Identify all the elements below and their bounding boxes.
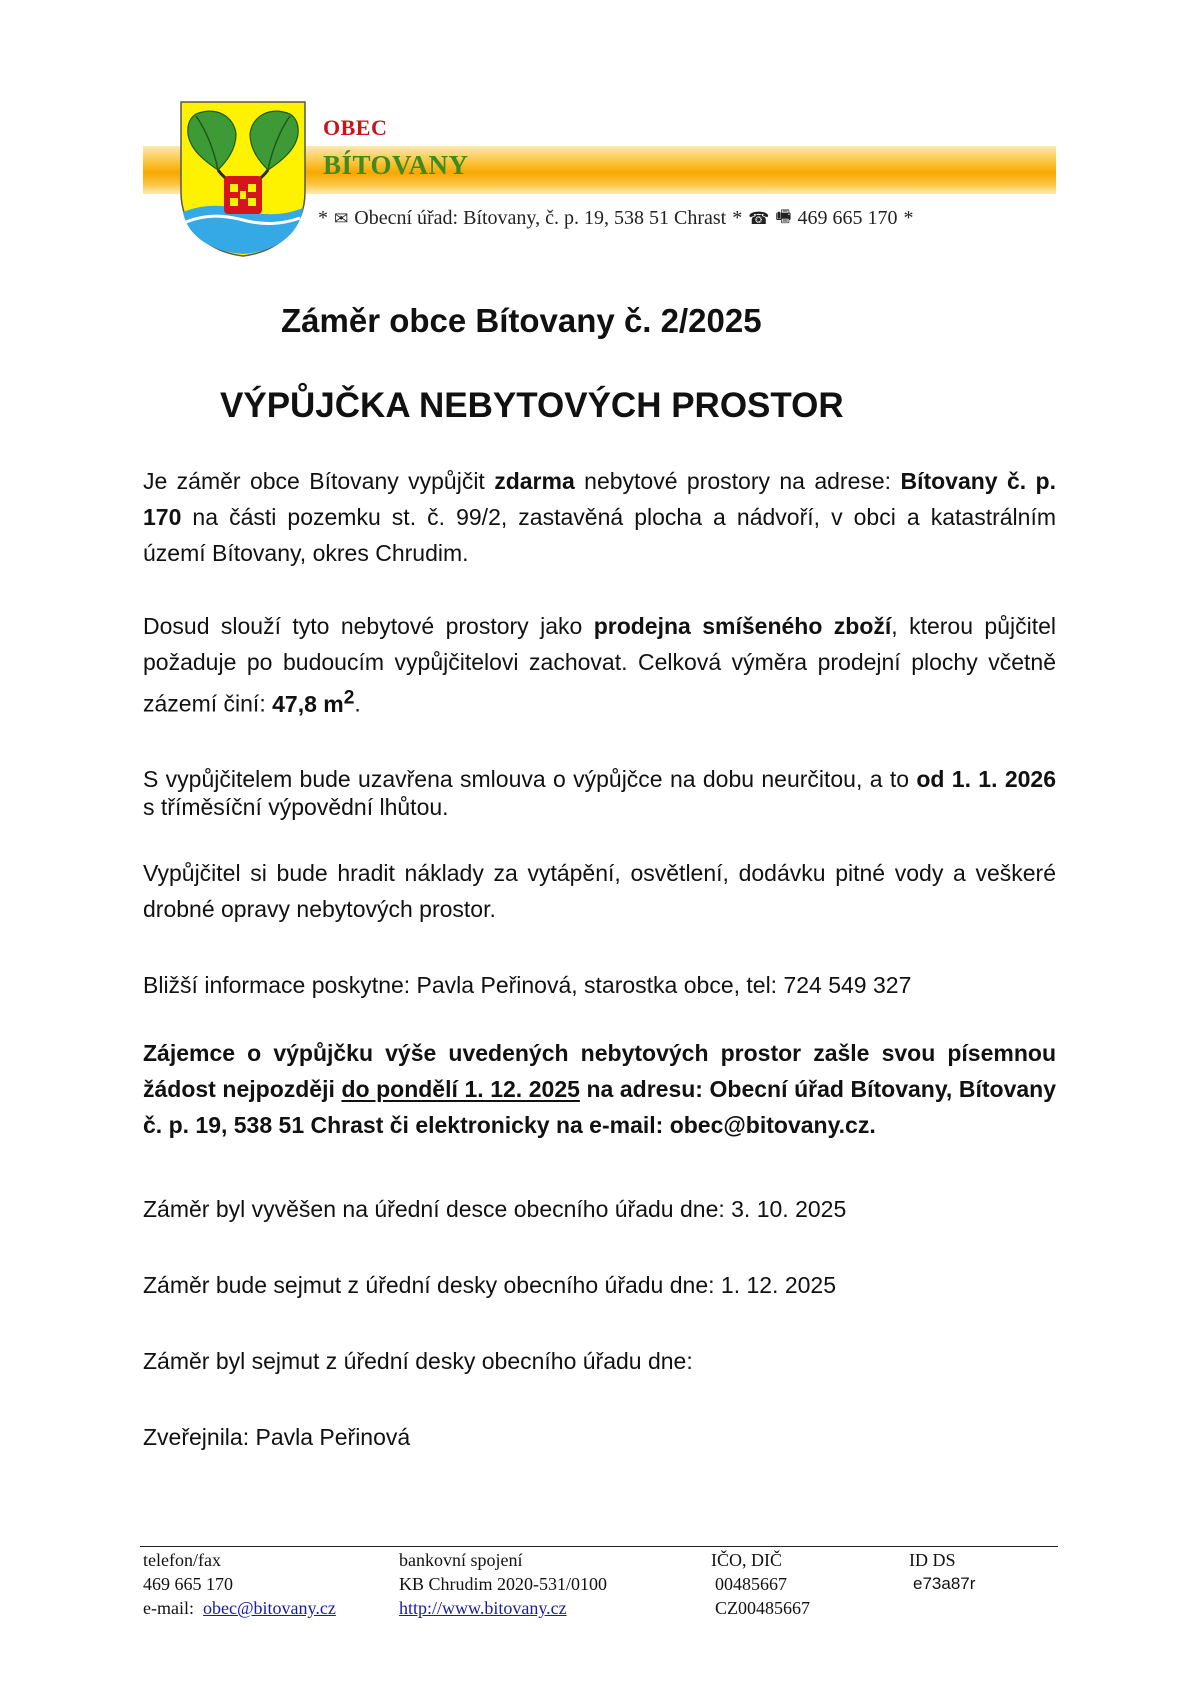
star-separator: * (732, 207, 743, 229)
office-address: Obecní úřad: Bítovany, č. p. 19, 538 51 Chrast (354, 207, 727, 229)
letterhead-address (318, 204, 913, 233)
databox-id: e73a87r (913, 1574, 976, 1593)
website-link[interactable]: http://www.bitovany.cz (399, 1598, 567, 1618)
paragraph-application: Zájemce o výpůjčku výše uvedených nebytových prostor zašle svou písemnou žádost nejpozději do pondělí 1. 12. 2025 na adresu: Obecní úřad Bítovany, Bítovany č. p. 19, 538 51 Chrast či elektronicky na e-mail: obec@bitovany.cz. (143, 1040, 1056, 1138)
bank-account: KB Chrudim 2020-531/0100 (399, 1574, 608, 1594)
removed-date-line: Záměr byl sejmut z úřední desky obecního úřadu dne: (143, 1348, 693, 1374)
email-label: e-mail: (143, 1598, 194, 1618)
paragraph-intent: Je záměr obce Bítovany vypůjčit zdarma nebytové prostory na adrese: Bítovany č. p. 170 na části pozemku st. č. 99/2, zastavěná plocha a nádvoří, v obci a katastrálním území Bítovany, okres Chrudim. (143, 468, 1056, 566)
paragraph-contract: S vypůjčitelem bude uzavřena smlouva o výpůjčce na dobu neurčitou, a to od 1. 1. 2026 s tříměsíční výpovědní lhůtou. (143, 766, 1056, 820)
email-link[interactable]: obec@bitovany.cz (202, 1598, 336, 1618)
phone-number: 469 665 170 (143, 1574, 233, 1594)
star-separator: * (318, 207, 328, 229)
ico-label: IČO, DIČ (711, 1550, 782, 1570)
paragraph-contact: Bližší informace poskytne: Pavla Peřinová, starostka obce, tel: 724 549 327 (143, 972, 912, 998)
office-phone: 469 665 170 (797, 207, 898, 229)
footer-contact (143, 1548, 336, 1620)
telephone-icon: ☎ (748, 208, 770, 229)
star-separator: * (903, 207, 914, 229)
municipality-label: OBEC (323, 115, 388, 140)
envelope-icon: ✉ (334, 208, 349, 229)
ico-value: 00485667 (715, 1574, 787, 1594)
footer-divider (140, 1546, 1058, 1547)
footer-ids (711, 1548, 810, 1620)
published-by-line: Zveřejnila: Pavla Peřinová (143, 1424, 411, 1450)
footer-databox (909, 1548, 975, 1596)
paragraph-costs: Vypůjčitel si bude hradit náklady za vytápění, osvětlení, dodávku pitné vody a veškeré drobné opravy nebytových prostor. (143, 860, 1056, 922)
village-name: BÍTOVANY (323, 150, 469, 180)
databox-label: ID DS (909, 1550, 956, 1570)
paragraph-usage: Dosud slouží tyto nebytové prostory jako prodejna smíšeného zboží, kterou půjčitel požaduje po budoucím vypůjčitelovi zachovat. Celková výměra prodejní plochy včetně zázemí činí: 47,8 $m^2$. (143, 613, 1056, 717)
footer-bank (399, 1548, 607, 1620)
fax-icon: 🖷 (775, 207, 792, 227)
coat-of-arms-icon (178, 100, 308, 258)
posted-date-line: Záměr byl vyvěšen na úřední desce obecního úřadu dne: 3. 10. 2025 (143, 1196, 847, 1222)
bank-label: bankovní spojení (399, 1550, 523, 1570)
document-subtitle: VÝPŮJČKA NEBYTOVÝCH PROSTOR (220, 386, 844, 425)
phone-label: telefon/fax (143, 1550, 221, 1570)
document-title: Záměr obce Bítovany č. 2/2025 (281, 302, 762, 339)
dic-value: CZ00485667 (715, 1598, 811, 1618)
removal-date-line: Záměr bude sejmut z úřední desky obecního úřadu dne: 1. 12. 2025 (143, 1272, 836, 1298)
